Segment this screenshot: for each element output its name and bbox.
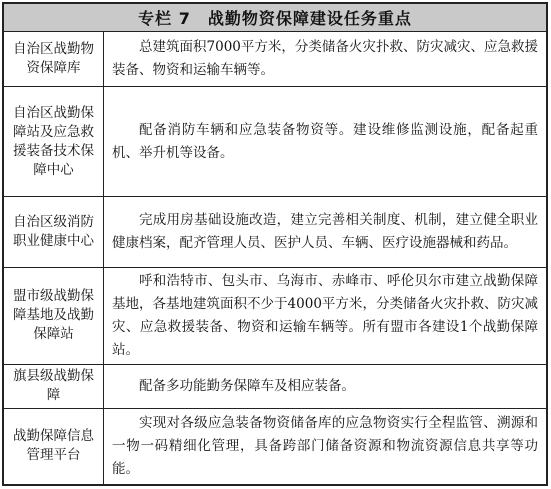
row-description: 配备多功能勤务保障车及相应装备。 xyxy=(104,364,547,408)
row-name: 自治区级消防职业健康中心 xyxy=(4,197,104,267)
row-name: 盟市级战勤保障基地及战勤保障站 xyxy=(4,267,104,364)
row-description: 总建筑面积7000平方米，分类储备火灾扑救、防灾减灾、应急救援装备、物资和运输车辆等。 xyxy=(104,32,547,87)
table-row xyxy=(4,32,547,87)
row-name: 旗县级战勤保障 xyxy=(4,364,104,408)
table-row xyxy=(4,197,547,267)
row-name: 战勤保障信息管理平台 xyxy=(4,408,104,484)
table-title: 专栏 7 战勤物资保障建设任务重点 xyxy=(4,4,547,32)
table-row xyxy=(4,408,547,484)
row-description: 呼和浩特市、包头市、乌海市、赤峰市、呼伦贝尔市建立战勤保障基地，各基地建筑面积不少于4000平方米，分类储备火灾扑救、防灾减灾、应急救援装备、物资和运输车辆等。所有盟市各建设1个战勤保障站。 xyxy=(104,267,547,364)
table-row xyxy=(4,267,547,364)
table-title-row xyxy=(4,4,547,32)
row-description: 实现对各级应急装备物资储备库的应急物资实行全程监管、溯源和一物一码精细化管理，具备跨部门储备资源和物流资源信息共享等功能。 xyxy=(104,408,547,484)
row-name: 自治区战勤物资保障库 xyxy=(4,32,104,87)
row-description: 完成用房基础设施改造，建立完善相关制度、机制，建立健全职业健康档案，配齐管理人员、医护人员、车辆、医疗设施器械和药品。 xyxy=(104,197,547,267)
task-table-frame xyxy=(2,2,548,486)
table-row xyxy=(4,87,547,197)
task-table xyxy=(3,3,547,485)
row-name: 自治区战勤保障站及应急救援装备技术保障中心 xyxy=(4,87,104,197)
row-description: 配备消防车辆和应急装备物资等。建设维修监测设施，配备起重机、举升机等设备。 xyxy=(104,87,547,197)
table-row xyxy=(4,364,547,408)
